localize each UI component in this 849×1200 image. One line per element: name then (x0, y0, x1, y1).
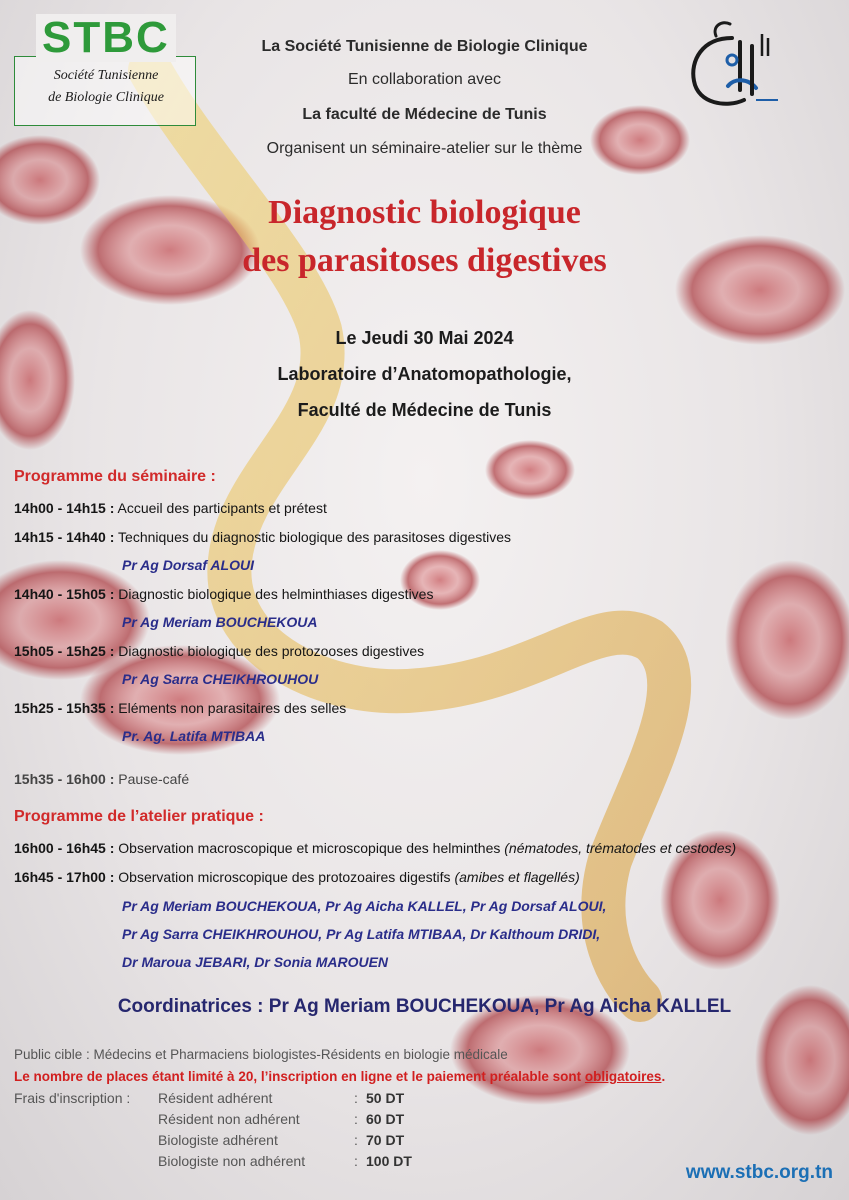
event-place-line2: Faculté de Médecine de Tunis (297, 400, 552, 420)
faculty-medicine-tunis-logo (682, 16, 782, 112)
workshop-item: 16h45 - 17h00 : Observation microscopique des protozoaires digestifs (amibes et flagellés) (14, 869, 580, 885)
fee-price: 60 DT (366, 1111, 405, 1127)
seminar-item: 14h15 - 14h40 : Techniques du diagnostic biologique des parasitoses digestives (14, 529, 512, 545)
registration-warning: Le nombre de places étant limité à 20, l’inscription en ligne et le paiement préalable sont obligatoires. (14, 1069, 666, 1084)
seminar-speaker: Pr Ag Dorsaf ALOUI (122, 557, 254, 573)
event-date: Le Jeudi 30 Mai 2024 (335, 328, 514, 348)
workshop-speakers-line: Pr Ag Meriam BOUCHEKOUA, Pr Ag Aicha KALLEL, Pr Ag Dorsaf ALOUI, (122, 898, 607, 914)
workshop-speakers-line: Dr Maroua JEBARI, Dr Sonia MAROUEN (122, 954, 389, 970)
workshop-speakers-line: Pr Ag Sarra CHEIKHROUHOU, Pr Ag Latifa MTIBAA, Dr Kalthoum DRIDI, (122, 926, 601, 942)
fee-separator: : (354, 1111, 358, 1127)
fee-price: 70 DT (366, 1132, 405, 1148)
workshop-item: 16h00 - 16h45 : Observation macroscopique et microscopique des helminthes (nématodes, trématodes et cestodes) (14, 840, 737, 856)
fee-label: Biologiste adhérent (158, 1132, 278, 1148)
seminar-item: 15h05 - 15h25 : Diagnostic biologique des protozooses digestives (14, 643, 425, 659)
fee-separator: : (354, 1153, 358, 1169)
stbc-logo (14, 14, 198, 110)
seminar-speaker: Pr. Ag. Latifa MTIBAA (122, 728, 266, 744)
coordinators: Coordinatrices : Pr Ag Meriam BOUCHEKOUA, Pr Ag Aicha KALLEL (117, 996, 732, 1017)
fee-separator: : (354, 1132, 358, 1148)
stbc-logo-acronym: STBC (36, 14, 176, 62)
stbc-logo-line1: Société Tunisienne (53, 68, 159, 83)
target-audience: Public cible : Médecins et Pharmaciens biologistes-Résidents en biologie médicale (14, 1047, 508, 1062)
website-link[interactable]: www.stbc.org.tn (685, 1162, 833, 1183)
title-line2: des parasitoses digestives (242, 242, 607, 279)
seminar-speaker: Pr Ag Sarra CHEIKHROUHOU (122, 671, 319, 687)
header-intro: Organisent un séminaire-atelier sur le thème (266, 140, 583, 157)
seminar-speaker: Pr Ag Meriam BOUCHEKOUA (122, 614, 318, 630)
header-faculty: La faculté de Médecine de Tunis (302, 106, 547, 123)
seminar-break: 15h35 - 16h00 : Pause-café (14, 771, 190, 787)
seminar-item: 15h25 - 15h35 : Eléments non parasitaires des selles (14, 700, 347, 716)
fee-label: Résident non adhérent (158, 1111, 300, 1127)
seminar-heading: Programme du séminaire : (14, 468, 216, 485)
fee-label: Résident adhérent (158, 1090, 273, 1106)
stbc-logo-line2: de Biologie Clinique (48, 90, 164, 105)
fee-label: Biologiste non adhérent (158, 1153, 306, 1169)
header-organizer: La Société Tunisienne de Biologie Clinique (261, 38, 588, 55)
fee-price: 100 DT (366, 1153, 412, 1169)
seminar-item: 14h00 - 14h15 : Accueil des participants et prétest (14, 500, 327, 516)
fee-separator: : (354, 1090, 358, 1106)
seminar-item: 14h40 - 15h05 : Diagnostic biologique des helminthiases digestives (14, 586, 434, 602)
header-collaboration: En collaboration avec (348, 71, 501, 88)
fee-price: 50 DT (366, 1090, 405, 1106)
workshop-heading: Programme de l’atelier pratique : (14, 808, 264, 825)
fees-label: Frais d'inscription : (14, 1090, 131, 1106)
event-place-line1: Laboratoire d’Anatomopathologie, (277, 364, 572, 384)
title-line1: Diagnostic biologique (268, 194, 581, 231)
